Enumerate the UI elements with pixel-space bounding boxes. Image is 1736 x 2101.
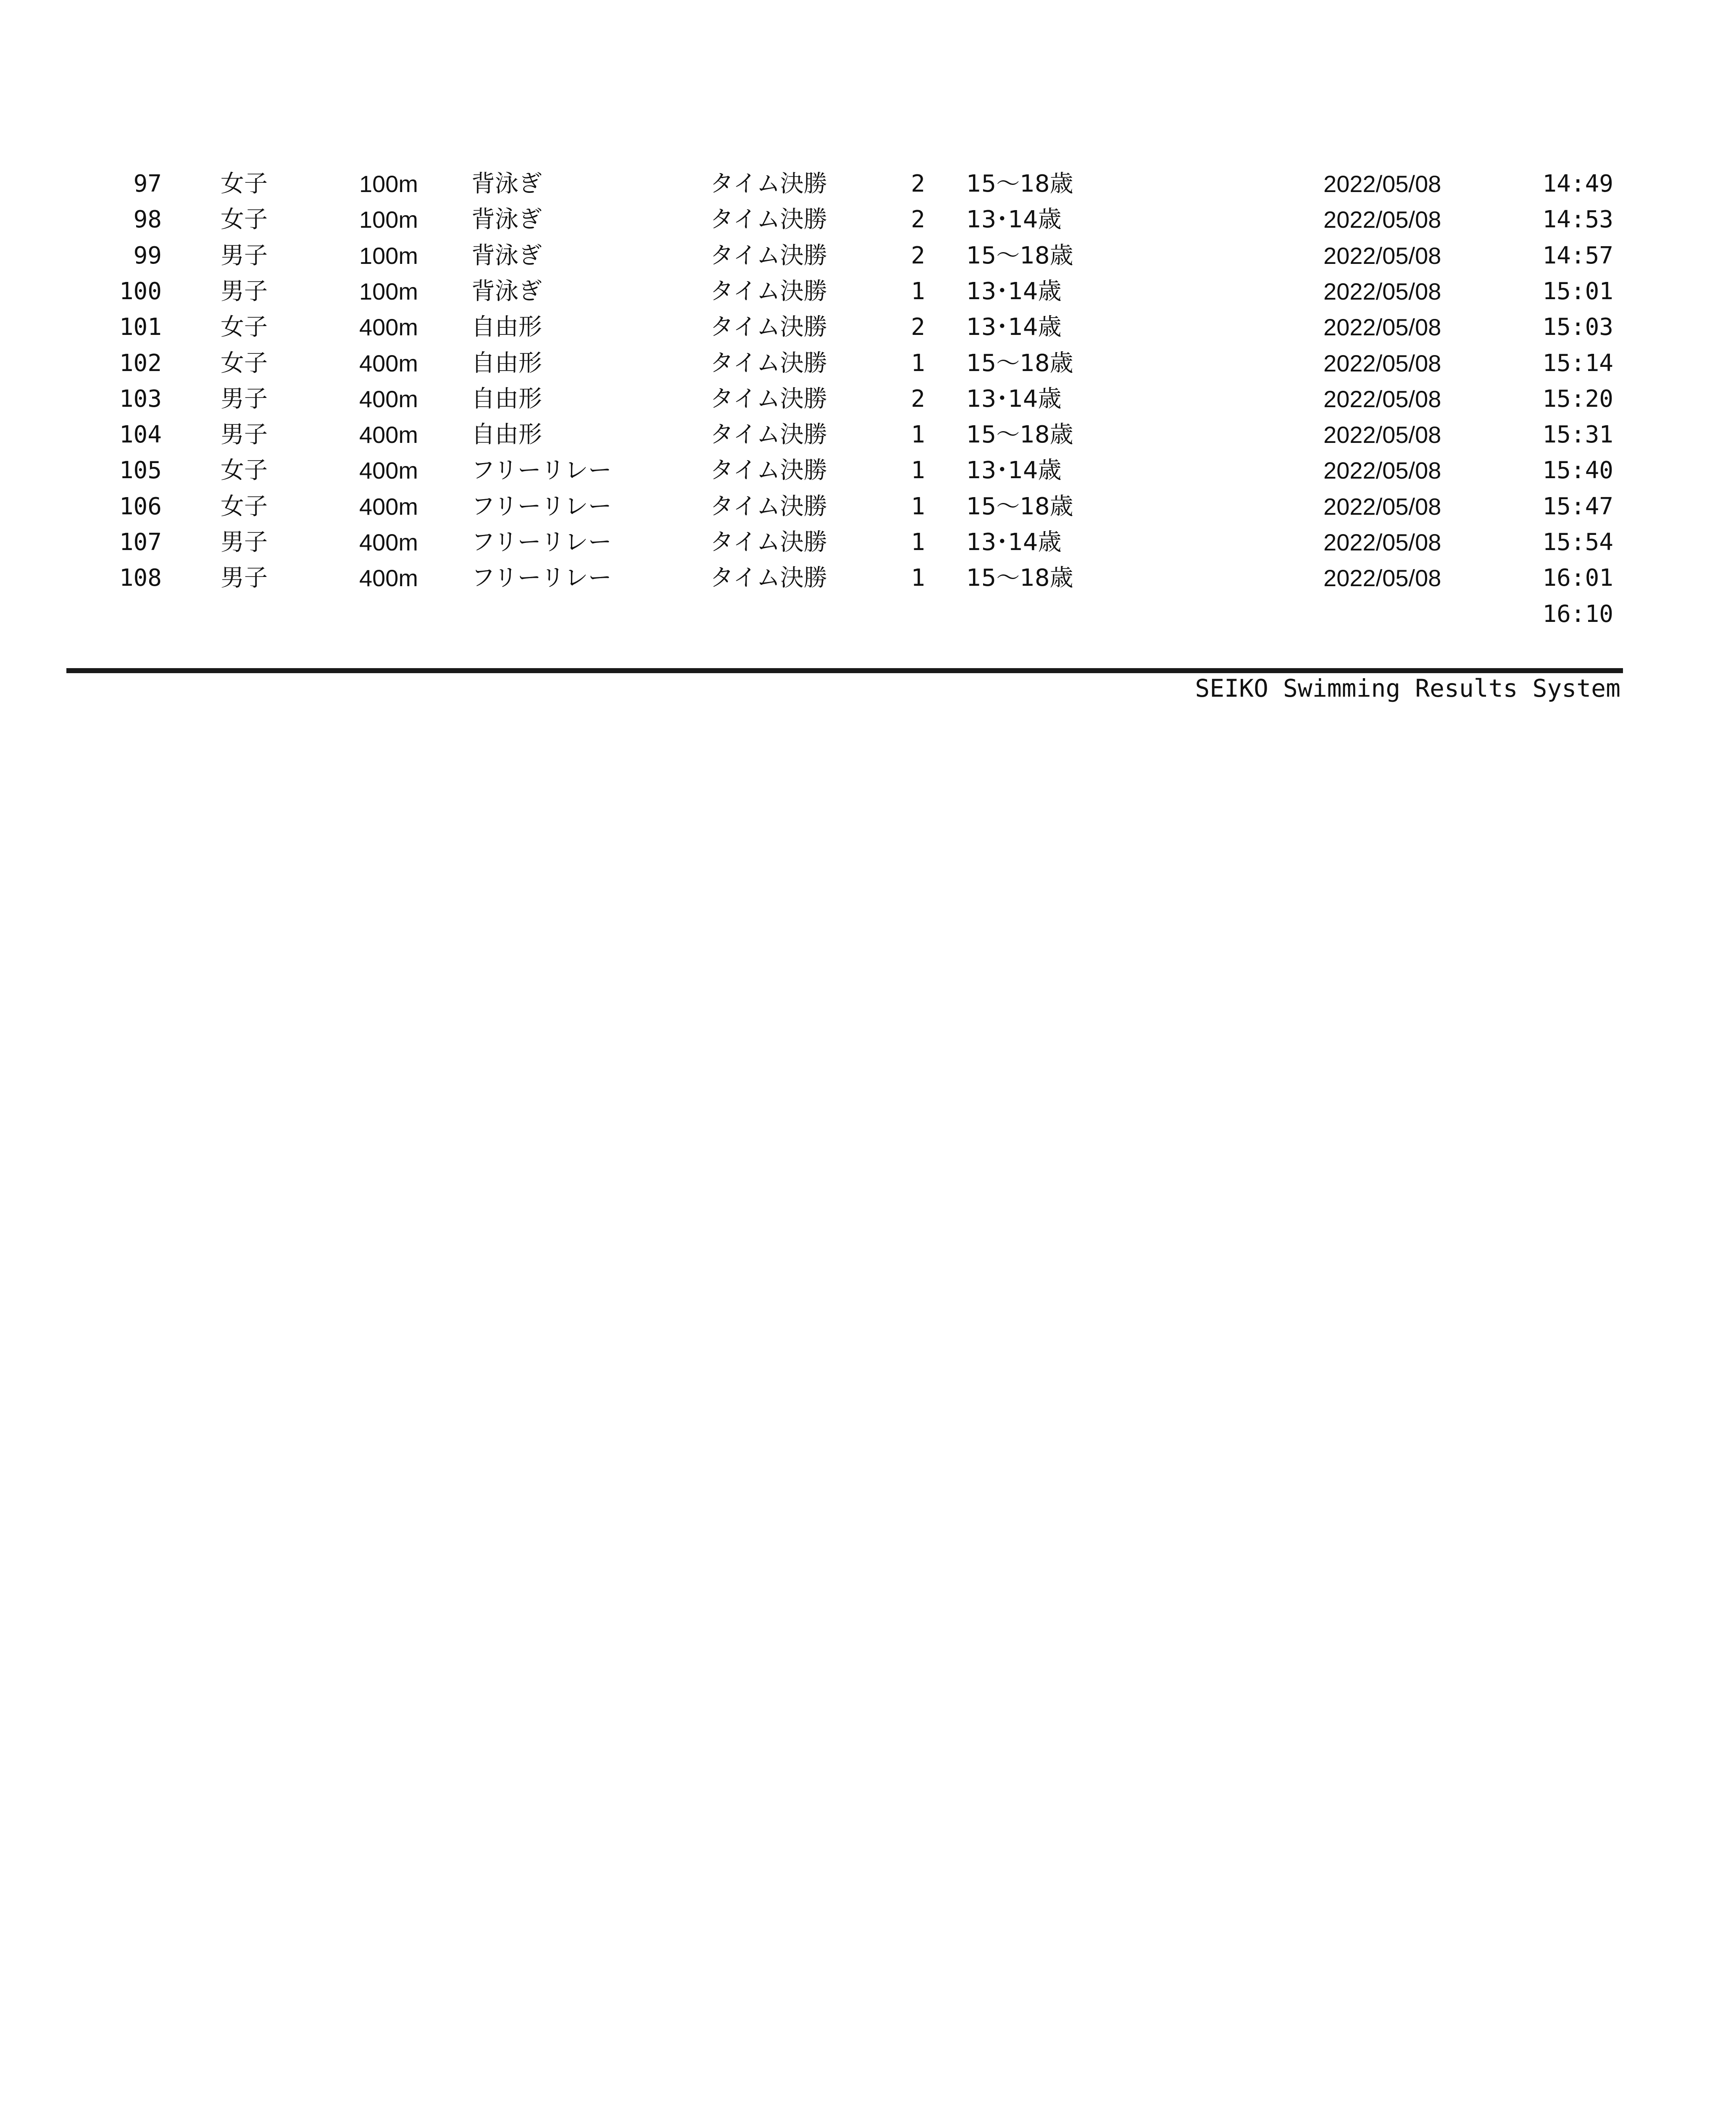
event-gender: 女子 bbox=[221, 313, 268, 341]
event-round-type: タイム決勝 bbox=[710, 385, 827, 413]
event-heat-count bbox=[903, 596, 933, 632]
event-round-type: タイム決勝 bbox=[710, 206, 827, 233]
event-number: 105 bbox=[119, 457, 162, 484]
event-age-group: 13･14歳 bbox=[966, 385, 1062, 413]
event-heat-count: 1 bbox=[911, 421, 925, 448]
event-distance: 400m bbox=[359, 565, 418, 591]
event-number: 108 bbox=[119, 564, 162, 592]
event-round-type bbox=[710, 596, 878, 632]
event-date: 2022/05/08 bbox=[1323, 421, 1441, 448]
event-distance: 400m bbox=[359, 493, 418, 520]
event-stroke: 背泳ぎ bbox=[471, 170, 542, 197]
event-distance: 400m bbox=[359, 421, 418, 448]
event-distance: 100m bbox=[359, 171, 418, 197]
event-start-time: 14:57 bbox=[1542, 242, 1613, 269]
table-row bbox=[0, 417, 1736, 453]
event-start-time: 15:47 bbox=[1542, 493, 1613, 520]
event-distance: 400m bbox=[359, 314, 418, 340]
event-distance: 400m bbox=[359, 529, 418, 556]
event-stroke: フリーリレー bbox=[471, 457, 612, 484]
event-date: 2022/05/08 bbox=[1323, 350, 1441, 376]
table-row bbox=[0, 274, 1736, 310]
event-age-group: 15～18歳 bbox=[966, 493, 1073, 520]
event-number bbox=[101, 596, 162, 632]
event-start-time: 14:53 bbox=[1542, 206, 1613, 233]
event-distance: 100m bbox=[359, 206, 418, 233]
event-heat-count: 1 bbox=[911, 457, 925, 484]
event-heat-count: 1 bbox=[911, 350, 925, 377]
event-gender: 男子 bbox=[221, 421, 268, 448]
event-heat-count: 1 bbox=[911, 493, 925, 520]
table-row bbox=[0, 560, 1736, 596]
event-heat-count: 2 bbox=[911, 170, 925, 197]
event-date: 2022/05/08 bbox=[1323, 529, 1441, 556]
table-row bbox=[0, 202, 1736, 238]
event-date bbox=[1323, 596, 1475, 632]
event-heat-count: 2 bbox=[911, 242, 925, 269]
event-round-type: タイム決勝 bbox=[710, 421, 827, 448]
event-number: 100 bbox=[119, 278, 162, 305]
event-gender: 男子 bbox=[221, 278, 268, 305]
footer-system-name: SEIKO Swimming Results System bbox=[1195, 674, 1620, 703]
event-round-type: タイム決勝 bbox=[710, 170, 827, 197]
event-distance: 100m bbox=[359, 278, 418, 305]
event-age-group: 13･14歳 bbox=[966, 529, 1062, 556]
event-heat-count: 2 bbox=[911, 206, 925, 233]
event-distance: 100m bbox=[359, 242, 418, 269]
event-number: 98 bbox=[133, 206, 162, 233]
table-row bbox=[0, 238, 1736, 274]
event-start-time: 14:49 bbox=[1542, 170, 1613, 197]
event-gender: 男子 bbox=[221, 564, 268, 592]
event-round-type: タイム決勝 bbox=[710, 278, 827, 305]
event-gender bbox=[221, 596, 305, 632]
event-stroke: 自由形 bbox=[471, 385, 542, 413]
event-heat-count: 2 bbox=[911, 385, 925, 413]
event-gender: 女子 bbox=[221, 170, 268, 197]
event-gender: 女子 bbox=[221, 350, 268, 377]
table-row bbox=[0, 596, 1736, 632]
event-stroke: 自由形 bbox=[471, 421, 542, 448]
event-age-group: 13･14歳 bbox=[966, 278, 1062, 305]
event-round-type: タイム決勝 bbox=[710, 564, 827, 592]
event-distance: 400m bbox=[359, 350, 418, 376]
event-gender: 男子 bbox=[221, 242, 268, 269]
event-start-time: 15:54 bbox=[1542, 529, 1613, 556]
event-date: 2022/05/08 bbox=[1323, 493, 1441, 520]
event-start-time: 15:40 bbox=[1542, 457, 1613, 484]
event-stroke: 自由形 bbox=[471, 350, 542, 377]
event-heat-count: 1 bbox=[911, 278, 925, 305]
event-age-group bbox=[966, 596, 1176, 632]
event-number: 99 bbox=[133, 242, 162, 269]
event-number: 101 bbox=[119, 313, 162, 341]
table-row bbox=[0, 489, 1736, 525]
event-distance bbox=[359, 596, 443, 632]
event-round-type: タイム決勝 bbox=[710, 313, 827, 341]
event-date: 2022/05/08 bbox=[1323, 278, 1441, 305]
event-date: 2022/05/08 bbox=[1323, 565, 1441, 591]
event-stroke bbox=[471, 596, 690, 632]
event-number: 107 bbox=[119, 529, 162, 556]
event-gender: 男子 bbox=[221, 385, 268, 413]
event-date: 2022/05/08 bbox=[1323, 457, 1441, 484]
event-start-time: 15:31 bbox=[1542, 421, 1613, 448]
event-number: 97 bbox=[133, 170, 162, 197]
event-number: 103 bbox=[119, 385, 162, 413]
event-gender: 女子 bbox=[221, 457, 268, 484]
event-number: 106 bbox=[119, 493, 162, 520]
event-round-type: タイム決勝 bbox=[710, 493, 827, 520]
event-distance: 400m bbox=[359, 386, 418, 412]
event-stroke: 自由形 bbox=[471, 313, 542, 341]
event-start-time: 16:10 bbox=[1542, 600, 1613, 628]
event-stroke: フリーリレー bbox=[471, 564, 612, 592]
event-date: 2022/05/08 bbox=[1323, 242, 1441, 269]
table-row bbox=[0, 381, 1736, 417]
event-heat-count: 1 bbox=[911, 564, 925, 592]
event-start-time: 16:01 bbox=[1542, 564, 1613, 592]
event-start-time: 15:01 bbox=[1542, 278, 1613, 305]
event-age-group: 15～18歳 bbox=[966, 421, 1073, 448]
event-stroke: 背泳ぎ bbox=[471, 242, 542, 269]
table-row bbox=[0, 524, 1736, 561]
event-start-time: 15:03 bbox=[1542, 313, 1613, 341]
table-row bbox=[0, 309, 1736, 345]
event-date: 2022/05/08 bbox=[1323, 386, 1441, 412]
table-row bbox=[0, 166, 1736, 202]
event-age-group: 15～18歳 bbox=[966, 350, 1073, 377]
event-round-type: タイム決勝 bbox=[710, 529, 827, 556]
event-date: 2022/05/08 bbox=[1323, 206, 1441, 233]
event-number: 104 bbox=[119, 421, 162, 448]
event-gender: 女子 bbox=[221, 493, 268, 520]
event-round-type: タイム決勝 bbox=[710, 350, 827, 377]
event-age-group: 13･14歳 bbox=[966, 457, 1062, 484]
event-stroke: 背泳ぎ bbox=[471, 278, 542, 305]
event-age-group: 15～18歳 bbox=[966, 564, 1073, 592]
event-age-group: 15～18歳 bbox=[966, 170, 1073, 197]
event-heat-count: 1 bbox=[911, 529, 925, 556]
event-round-type: タイム決勝 bbox=[710, 242, 827, 269]
event-gender: 男子 bbox=[221, 529, 268, 556]
event-heat-count: 2 bbox=[911, 313, 925, 341]
event-age-group: 13･14歳 bbox=[966, 313, 1062, 341]
event-start-time: 15:14 bbox=[1542, 350, 1613, 377]
event-start-time: 15:20 bbox=[1542, 385, 1613, 413]
event-stroke: フリーリレー bbox=[471, 529, 612, 556]
event-age-group: 13･14歳 bbox=[966, 206, 1062, 233]
event-date: 2022/05/08 bbox=[1323, 171, 1441, 197]
event-date: 2022/05/08 bbox=[1323, 314, 1441, 340]
event-stroke: フリーリレー bbox=[471, 493, 612, 520]
event-age-group: 15～18歳 bbox=[966, 242, 1073, 269]
event-number: 102 bbox=[119, 350, 162, 377]
table-row bbox=[0, 453, 1736, 489]
event-stroke: 背泳ぎ bbox=[471, 206, 542, 233]
event-distance: 400m bbox=[359, 457, 418, 484]
table-row bbox=[0, 345, 1736, 382]
event-gender: 女子 bbox=[221, 206, 268, 233]
event-round-type: タイム決勝 bbox=[710, 457, 827, 484]
